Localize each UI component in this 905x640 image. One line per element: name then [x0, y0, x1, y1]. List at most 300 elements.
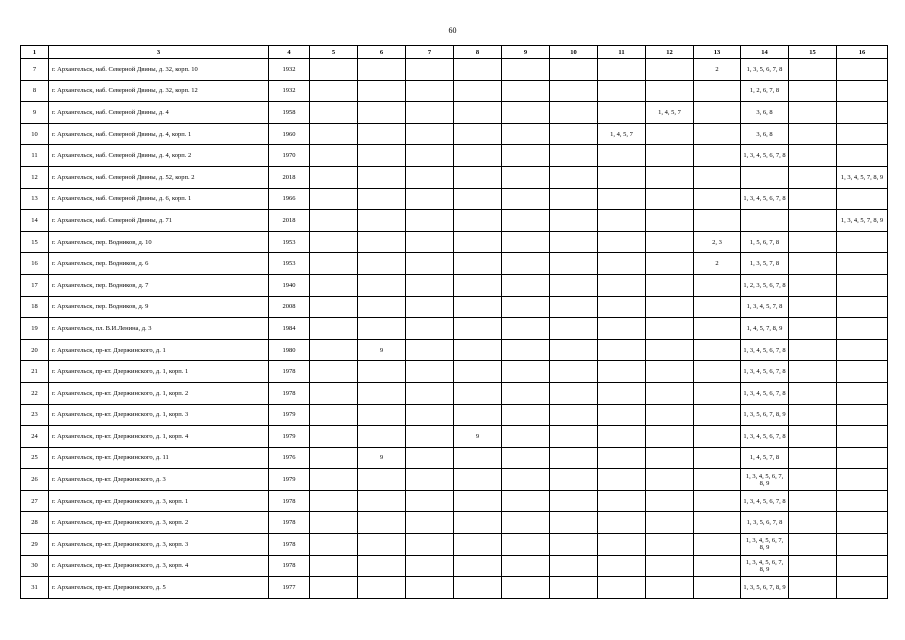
table-cell — [550, 361, 598, 383]
table-cell — [550, 339, 598, 361]
table-cell: 29 — [21, 534, 49, 556]
table-cell — [598, 274, 646, 296]
table-cell — [789, 59, 837, 81]
table-cell: 1980 — [269, 339, 310, 361]
table-cell — [837, 534, 888, 556]
table-cell: 9 — [454, 426, 502, 448]
table-row — [21, 447, 888, 469]
table-cell — [406, 577, 454, 599]
table-cell — [454, 555, 502, 577]
table-cell: 9 — [358, 339, 406, 361]
table-cell — [454, 318, 502, 340]
table-cell — [789, 318, 837, 340]
table-cell — [310, 274, 358, 296]
table-cell — [406, 555, 454, 577]
table-cell — [358, 404, 406, 426]
table-row — [21, 188, 888, 210]
table-cell: 2 — [694, 59, 741, 81]
table-cell — [598, 469, 646, 491]
table-cell — [598, 339, 646, 361]
column-header: 6 — [358, 46, 406, 59]
table-cell: 1, 3, 4, 5, 6, 7, 8 — [741, 361, 789, 383]
table-cell: 1, 3, 5, 7, 8 — [741, 253, 789, 275]
table-cell — [550, 534, 598, 556]
table-cell — [358, 188, 406, 210]
table-cell — [454, 469, 502, 491]
table-cell: 1966 — [269, 188, 310, 210]
table-cell — [837, 59, 888, 81]
table-cell — [406, 534, 454, 556]
table-cell — [741, 210, 789, 232]
table-cell — [358, 382, 406, 404]
table-cell — [598, 253, 646, 275]
table-cell — [598, 145, 646, 167]
table-cell: 11 — [21, 145, 49, 167]
table-cell: 1, 3, 5, 6, 7, 8 — [741, 512, 789, 534]
table-cell: 9 — [358, 447, 406, 469]
table-cell — [837, 490, 888, 512]
table-cell — [358, 231, 406, 253]
table-cell — [598, 102, 646, 124]
table-cell — [789, 166, 837, 188]
table-cell: 26 — [21, 469, 49, 491]
table-cell — [310, 534, 358, 556]
table-cell — [550, 447, 598, 469]
table-cell: 2 — [694, 253, 741, 275]
table-cell — [550, 80, 598, 102]
address-cell: г. Архангельск, пр-кт. Дзержинского, д. 5 — [49, 577, 269, 599]
table-cell — [358, 274, 406, 296]
table-cell — [837, 145, 888, 167]
table-cell — [310, 123, 358, 145]
address-cell: г. Архангельск, пр-кт. Дзержинского, д. 3, корп. 4 — [49, 555, 269, 577]
table-cell: 25 — [21, 447, 49, 469]
table-cell: 20 — [21, 339, 49, 361]
table-cell — [694, 447, 741, 469]
table-cell — [837, 382, 888, 404]
table-cell — [406, 210, 454, 232]
address-cell: г. Архангельск, пр-кт. Дзержинского, д. 1, корп. 1 — [49, 361, 269, 383]
table-cell — [646, 490, 694, 512]
table-cell — [789, 512, 837, 534]
table-row — [21, 102, 888, 124]
table-cell — [502, 404, 550, 426]
table-cell — [502, 80, 550, 102]
table-cell: 2018 — [269, 210, 310, 232]
address-cell: г. Архангельск, пр-кт. Дзержинского, д. 3 — [49, 469, 269, 491]
table-cell: 1953 — [269, 253, 310, 275]
table-cell — [646, 447, 694, 469]
table-cell: 1970 — [269, 145, 310, 167]
table-cell — [789, 382, 837, 404]
table-cell — [502, 59, 550, 81]
table-cell — [694, 166, 741, 188]
table-cell — [789, 490, 837, 512]
table-cell — [837, 123, 888, 145]
table-cell — [837, 80, 888, 102]
table-cell — [837, 404, 888, 426]
table-cell — [358, 318, 406, 340]
table-cell — [789, 447, 837, 469]
table-cell — [789, 426, 837, 448]
table-cell — [358, 490, 406, 512]
table-cell: 1, 3, 4, 5, 6, 7, 8, 9 — [741, 469, 789, 491]
table-cell — [310, 382, 358, 404]
table-cell — [454, 102, 502, 124]
table-cell — [789, 231, 837, 253]
table-cell — [358, 512, 406, 534]
table-cell — [406, 123, 454, 145]
table-cell: 17 — [21, 274, 49, 296]
data-table — [20, 45, 888, 599]
table-cell — [694, 490, 741, 512]
table-cell — [454, 166, 502, 188]
table-cell — [406, 426, 454, 448]
table-cell — [598, 296, 646, 318]
table-cell — [310, 555, 358, 577]
table-cell — [789, 555, 837, 577]
table-cell: 1932 — [269, 59, 310, 81]
table-cell — [694, 274, 741, 296]
table-cell: 2008 — [269, 296, 310, 318]
table-cell — [502, 447, 550, 469]
table-cell — [358, 555, 406, 577]
address-cell: г. Архангельск, пр-кт. Дзержинского, д. 3, корп. 2 — [49, 512, 269, 534]
table-cell — [550, 253, 598, 275]
table-cell: 1, 3, 5, 6, 7, 8, 9 — [741, 577, 789, 599]
table-cell — [502, 253, 550, 275]
table-cell — [358, 253, 406, 275]
table-cell — [358, 534, 406, 556]
table-cell — [837, 469, 888, 491]
table-cell — [358, 59, 406, 81]
table-row — [21, 253, 888, 275]
table-cell: 1979 — [269, 426, 310, 448]
table-cell — [550, 296, 598, 318]
table-cell — [550, 123, 598, 145]
table-cell: 1, 4, 5, 7, 8 — [741, 447, 789, 469]
table-cell — [502, 166, 550, 188]
table-cell — [694, 382, 741, 404]
table-cell — [406, 512, 454, 534]
column-header: 11 — [598, 46, 646, 59]
table-row — [21, 80, 888, 102]
table-cell — [598, 447, 646, 469]
table-cell — [550, 512, 598, 534]
table-cell — [358, 145, 406, 167]
table-cell — [454, 59, 502, 81]
table-row — [21, 534, 888, 556]
table-cell — [502, 534, 550, 556]
table-cell — [550, 318, 598, 340]
table-cell — [502, 296, 550, 318]
table-cell: 1, 4, 5, 7 — [598, 123, 646, 145]
table-cell: 1, 3, 4, 5, 7, 8, 9 — [837, 166, 888, 188]
table-cell — [358, 577, 406, 599]
table-cell: 1978 — [269, 555, 310, 577]
table-cell: 13 — [21, 188, 49, 210]
table-cell — [789, 339, 837, 361]
table-cell — [598, 577, 646, 599]
table-cell — [837, 231, 888, 253]
table-cell — [646, 318, 694, 340]
table-cell — [406, 490, 454, 512]
table-row — [21, 166, 888, 188]
table-cell — [502, 361, 550, 383]
table-cell: 15 — [21, 231, 49, 253]
table-cell — [502, 577, 550, 599]
table-cell: 12 — [21, 166, 49, 188]
table-cell — [550, 188, 598, 210]
table-cell — [646, 59, 694, 81]
table-cell — [598, 80, 646, 102]
table-cell — [310, 361, 358, 383]
table-cell: 1940 — [269, 274, 310, 296]
table-cell — [694, 80, 741, 102]
table-cell: 21 — [21, 361, 49, 383]
table-cell — [502, 210, 550, 232]
table-cell: 1, 3, 4, 5, 7, 8, 9 — [837, 210, 888, 232]
table-cell — [646, 80, 694, 102]
table-cell — [789, 253, 837, 275]
table-cell — [598, 534, 646, 556]
table-cell — [502, 123, 550, 145]
table-cell — [598, 404, 646, 426]
table-cell: 23 — [21, 404, 49, 426]
table-cell — [789, 210, 837, 232]
table-cell — [454, 447, 502, 469]
table-cell — [454, 512, 502, 534]
address-cell: г. Архангельск, наб. Северной Двины, д. 52, корп. 2 — [49, 166, 269, 188]
table-row — [21, 361, 888, 383]
table-cell — [310, 490, 358, 512]
table-cell: 3, 6, 8 — [741, 102, 789, 124]
address-cell: г. Архангельск, пер. Водников, д. 7 — [49, 274, 269, 296]
address-cell: г. Архангельск, пер. Водников, д. 9 — [49, 296, 269, 318]
header-row — [21, 46, 888, 59]
table-cell — [550, 490, 598, 512]
table-cell — [358, 123, 406, 145]
table-cell — [502, 339, 550, 361]
table-cell: 28 — [21, 512, 49, 534]
table-cell: 30 — [21, 555, 49, 577]
table-cell — [598, 555, 646, 577]
address-cell: г. Архангельск, пр-кт. Дзержинского, д. 1, корп. 3 — [49, 404, 269, 426]
table-cell: 27 — [21, 490, 49, 512]
page-number: 60 — [448, 26, 457, 35]
table-cell — [310, 512, 358, 534]
table-cell: 18 — [21, 296, 49, 318]
table-cell — [310, 231, 358, 253]
table-cell — [646, 469, 694, 491]
table-cell — [646, 188, 694, 210]
table-cell — [789, 577, 837, 599]
table-cell — [310, 145, 358, 167]
table-cell — [310, 102, 358, 124]
table-cell — [358, 80, 406, 102]
table-cell — [598, 512, 646, 534]
table-cell — [789, 145, 837, 167]
table-cell — [454, 361, 502, 383]
table-cell — [550, 231, 598, 253]
table-cell — [310, 188, 358, 210]
table-cell — [837, 555, 888, 577]
table-cell: 1, 3, 4, 5, 7, 8 — [741, 296, 789, 318]
table-cell — [598, 188, 646, 210]
table-cell — [789, 534, 837, 556]
table-row — [21, 231, 888, 253]
table-cell — [789, 102, 837, 124]
table-cell: 1, 3, 4, 5, 6, 7, 8, 9 — [741, 534, 789, 556]
table-cell — [550, 274, 598, 296]
table-cell: 1960 — [269, 123, 310, 145]
table-row — [21, 339, 888, 361]
table-cell — [694, 534, 741, 556]
table-cell — [406, 231, 454, 253]
table-cell — [694, 296, 741, 318]
table-cell — [502, 102, 550, 124]
table-cell — [598, 382, 646, 404]
table-cell — [310, 80, 358, 102]
table-cell: 1, 3, 4, 5, 6, 7, 8, 9 — [741, 555, 789, 577]
table-cell — [789, 188, 837, 210]
table-row — [21, 59, 888, 81]
table-cell: 1, 2, 6, 7, 8 — [741, 80, 789, 102]
table-cell — [789, 361, 837, 383]
table-cell — [454, 231, 502, 253]
table-cell — [837, 253, 888, 275]
table-cell — [694, 210, 741, 232]
table-body — [21, 59, 888, 599]
table-cell — [646, 253, 694, 275]
table-cell — [406, 274, 454, 296]
table-cell — [646, 404, 694, 426]
table-cell — [550, 210, 598, 232]
table-cell — [358, 469, 406, 491]
column-header: 13 — [694, 46, 741, 59]
table-cell — [789, 123, 837, 145]
table-cell — [502, 145, 550, 167]
table-cell — [837, 274, 888, 296]
address-cell: г. Архангельск, наб. Северной Двины, д. 32, корп. 10 — [49, 59, 269, 81]
table-cell: 9 — [21, 102, 49, 124]
table-cell — [502, 318, 550, 340]
table-row — [21, 404, 888, 426]
table-cell — [406, 339, 454, 361]
address-cell: г. Архангельск, пр-кт. Дзержинского, д. 11 — [49, 447, 269, 469]
table-cell: 1, 5, 6, 7, 8 — [741, 231, 789, 253]
table-cell — [358, 296, 406, 318]
table-row — [21, 555, 888, 577]
table-cell — [550, 145, 598, 167]
table-cell — [694, 102, 741, 124]
table-cell: 1, 3, 5, 6, 7, 8, 9 — [741, 404, 789, 426]
table-cell — [406, 447, 454, 469]
table-cell — [646, 534, 694, 556]
column-header: 5 — [310, 46, 358, 59]
table-cell — [550, 577, 598, 599]
table-cell: 1932 — [269, 80, 310, 102]
table-cell — [358, 361, 406, 383]
table-cell — [406, 166, 454, 188]
table-cell: 1978 — [269, 512, 310, 534]
table-row — [21, 469, 888, 491]
address-cell: г. Архангельск, пер. Водников, д. 6 — [49, 253, 269, 275]
table-cell: 22 — [21, 382, 49, 404]
table-cell — [646, 231, 694, 253]
table-cell — [598, 231, 646, 253]
table-cell — [310, 447, 358, 469]
table-cell — [310, 426, 358, 448]
table-row — [21, 426, 888, 448]
table-cell — [694, 404, 741, 426]
table-cell — [694, 577, 741, 599]
table-cell — [646, 382, 694, 404]
table-cell — [310, 166, 358, 188]
table-cell: 1, 3, 4, 5, 6, 7, 8 — [741, 145, 789, 167]
table-cell — [646, 210, 694, 232]
table-cell — [454, 80, 502, 102]
column-header: 3 — [49, 46, 269, 59]
address-cell: г. Архангельск, пл. В.И.Ленина, д. 3 — [49, 318, 269, 340]
table-cell — [310, 577, 358, 599]
table-row — [21, 296, 888, 318]
table-cell — [694, 469, 741, 491]
table-cell — [837, 447, 888, 469]
table-cell — [550, 166, 598, 188]
address-cell: г. Архангельск, пр-кт. Дзержинского, д. 3, корп. 1 — [49, 490, 269, 512]
table-cell: 1979 — [269, 469, 310, 491]
table-row — [21, 274, 888, 296]
table-cell — [406, 404, 454, 426]
table-cell — [837, 577, 888, 599]
table-cell: 1, 4, 5, 7, 8, 9 — [741, 318, 789, 340]
table-cell — [550, 59, 598, 81]
table-cell — [550, 469, 598, 491]
table-cell: 16 — [21, 253, 49, 275]
table-cell — [454, 404, 502, 426]
table-cell — [694, 339, 741, 361]
table-cell — [550, 426, 598, 448]
table-cell — [694, 318, 741, 340]
table-cell: 3, 6, 8 — [741, 123, 789, 145]
address-cell: г. Архангельск, пер. Водников, д. 10 — [49, 231, 269, 253]
table-cell — [598, 318, 646, 340]
table-cell — [598, 426, 646, 448]
table-cell — [502, 555, 550, 577]
table-cell: 1978 — [269, 382, 310, 404]
column-header: 15 — [789, 46, 837, 59]
table-cell — [694, 555, 741, 577]
table-cell — [837, 318, 888, 340]
table-cell: 7 — [21, 59, 49, 81]
table-cell — [646, 426, 694, 448]
table-row — [21, 123, 888, 145]
table-cell: 1984 — [269, 318, 310, 340]
table-cell — [406, 296, 454, 318]
table-cell: 31 — [21, 577, 49, 599]
table-cell — [406, 145, 454, 167]
table-row — [21, 512, 888, 534]
table-cell — [406, 318, 454, 340]
table-cell — [454, 210, 502, 232]
table-cell: 2018 — [269, 166, 310, 188]
table-cell — [454, 253, 502, 275]
address-cell: г. Архангельск, наб. Северной Двины, д. 71 — [49, 210, 269, 232]
column-header: 10 — [550, 46, 598, 59]
table-cell — [406, 253, 454, 275]
table-cell: 2, 3 — [694, 231, 741, 253]
